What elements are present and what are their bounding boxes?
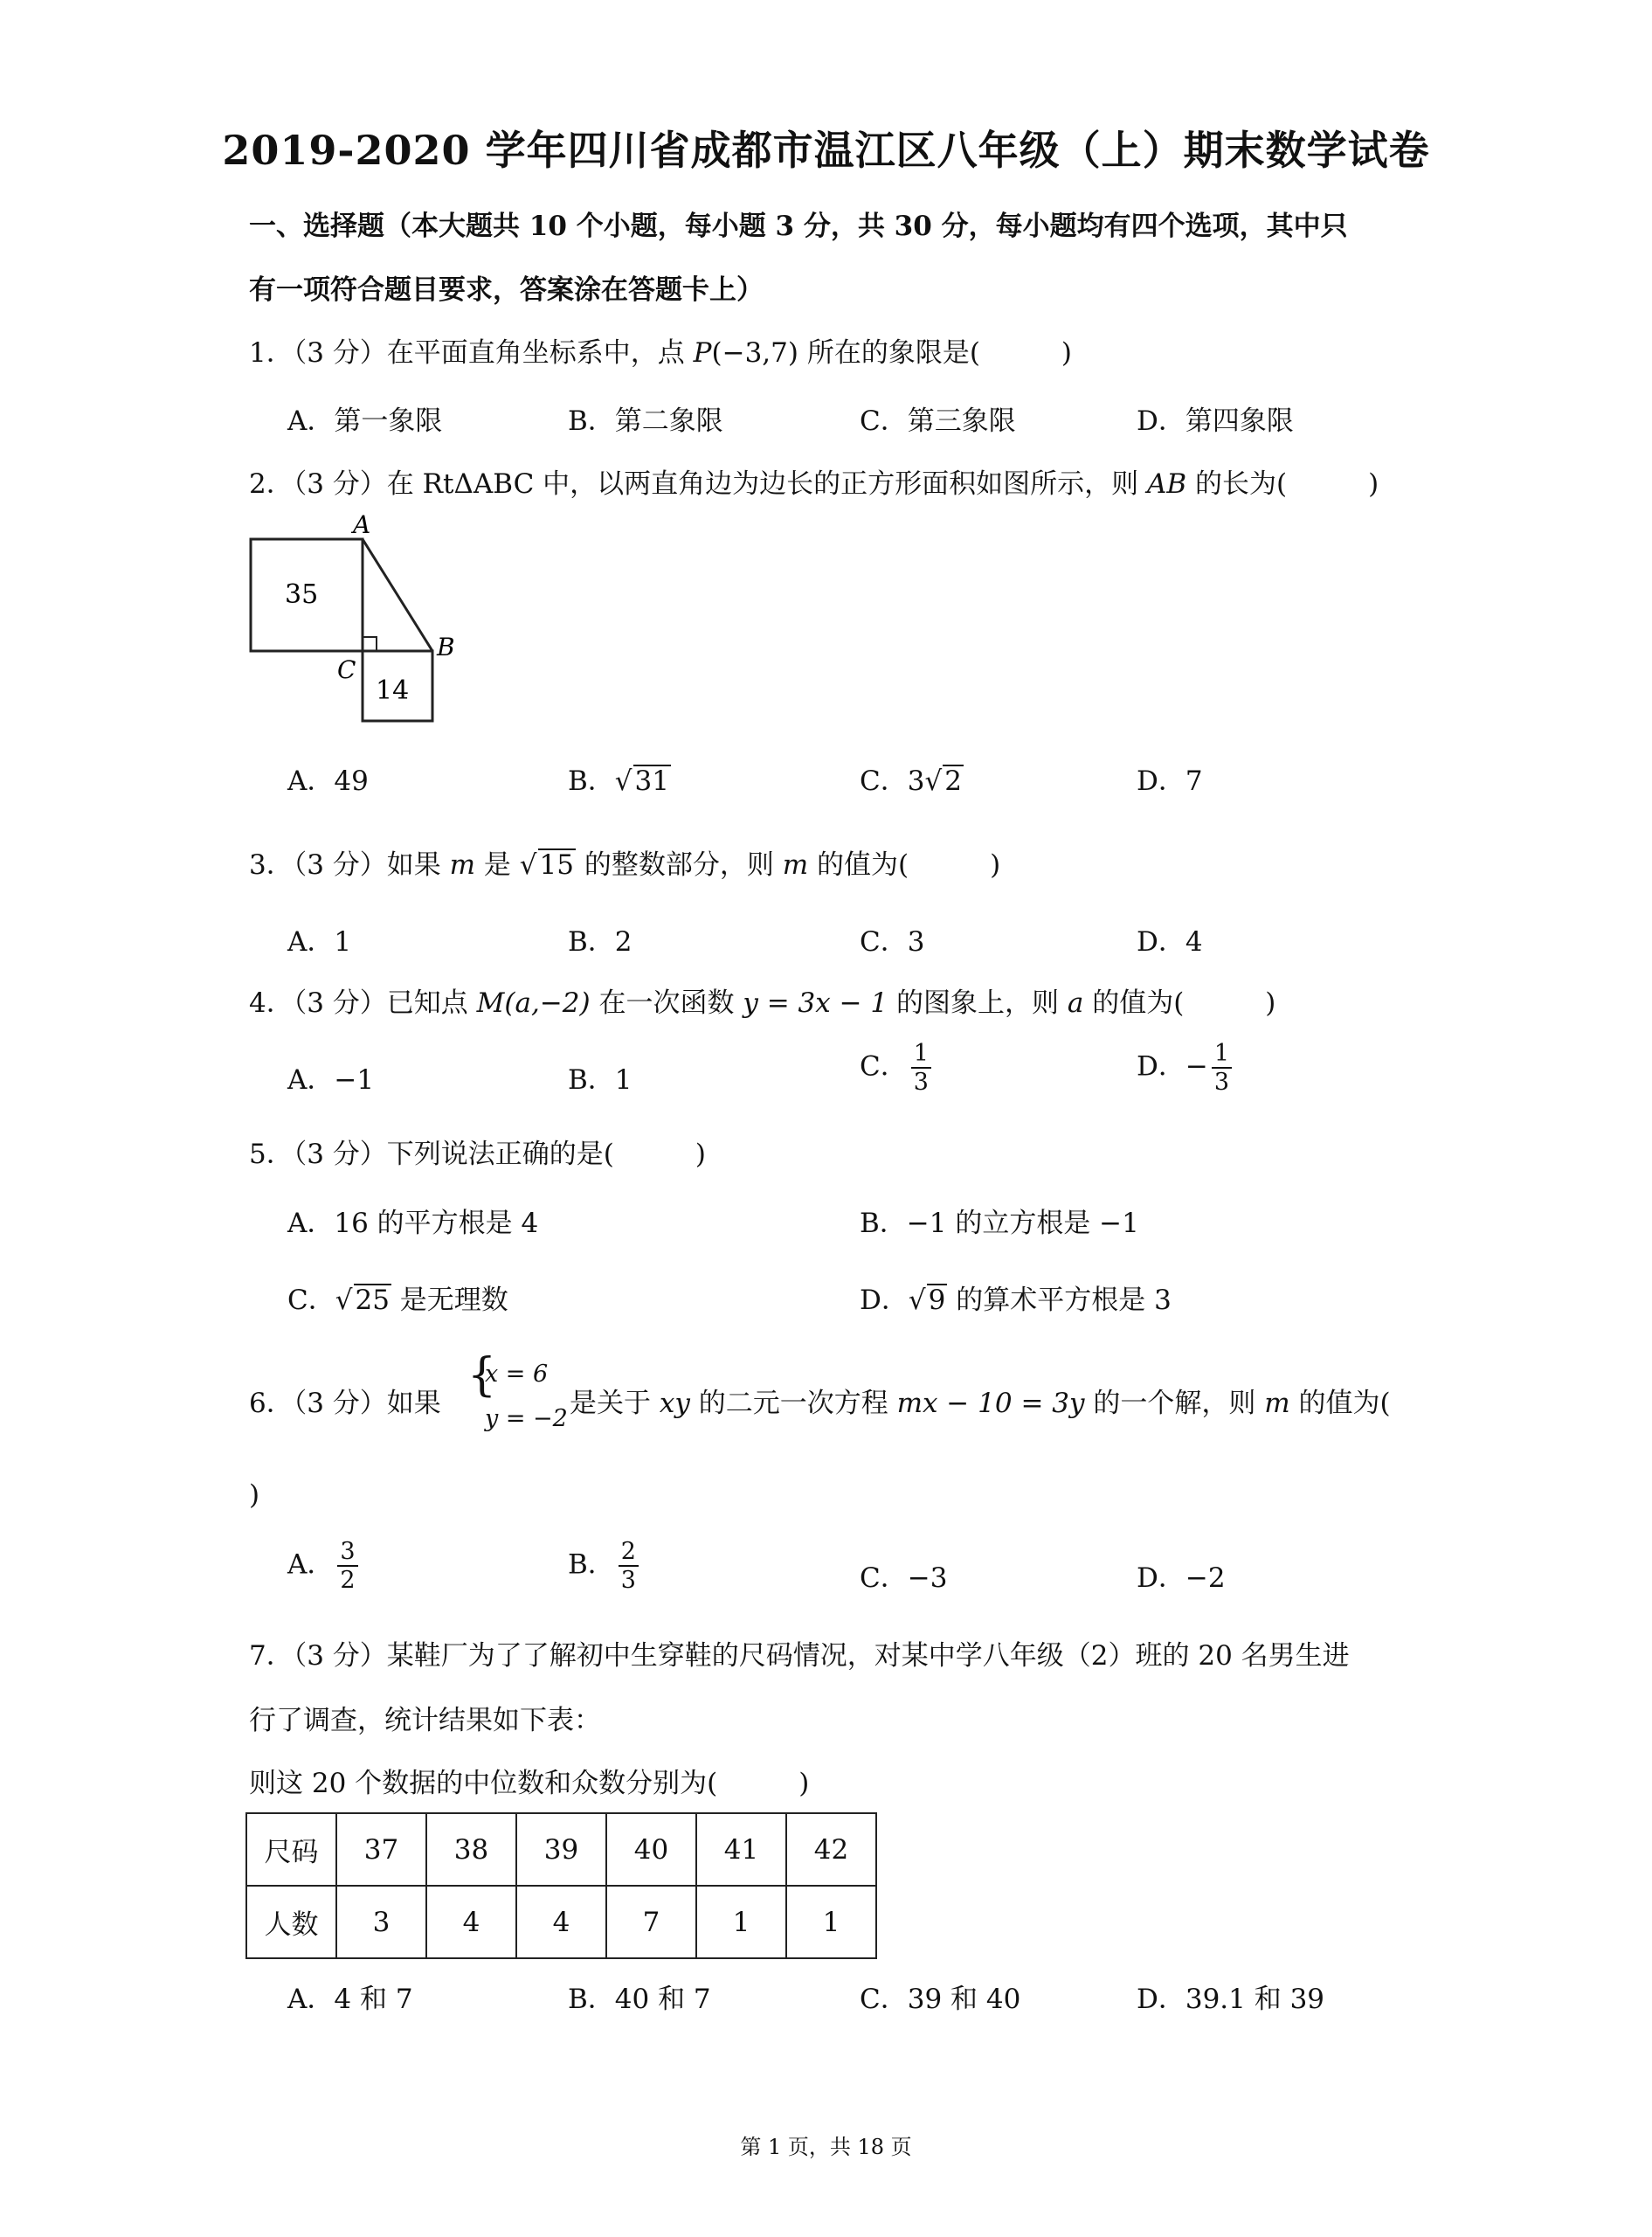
table-cell: 40 bbox=[606, 1813, 696, 1886]
table-cell: 尺码 bbox=[246, 1813, 336, 1886]
system-brace: { bbox=[467, 1349, 497, 1402]
q6-option-a[interactable]: A． $\frac{3}{2}$ bbox=[287, 1538, 358, 1594]
section-heading-line2: 有一项符合题目要求，答案涂在答题卡上） bbox=[249, 274, 764, 306]
area-small-label: 14 bbox=[376, 675, 410, 706]
q7-option-b[interactable]: B．40 和 7 bbox=[568, 1984, 711, 2015]
system-eq-1: x = 6 bbox=[485, 1361, 549, 1388]
table-cell: 4 bbox=[426, 1886, 516, 1958]
system-eq-2: y = −2 bbox=[485, 1405, 568, 1432]
q7-option-a[interactable]: A．4 和 7 bbox=[287, 1984, 413, 2015]
question-6-stem-start: 6．（3 分）如果 bbox=[249, 1388, 441, 1419]
q4-option-b[interactable]: B．1 bbox=[568, 1064, 632, 1096]
page-footer: 第 1 页，共 18 页 bbox=[740, 2135, 912, 2159]
question-1-stem: 1．（3 分）在平面直角坐标系中，点 P(−3,7) 所在的象限是( ) bbox=[249, 337, 1073, 369]
table-row bbox=[246, 1813, 876, 1886]
label-b: B bbox=[437, 633, 455, 661]
q7-option-c[interactable]: C．39 和 40 bbox=[860, 1984, 1021, 2015]
table-cell: 1 bbox=[696, 1886, 786, 1958]
q5-option-d[interactable]: D．√9 的算术平方根是 3 bbox=[860, 1285, 1172, 1316]
q6-option-c[interactable]: C．−3 bbox=[860, 1562, 948, 1594]
q7-option-d[interactable]: D．39.1 和 39 bbox=[1137, 1984, 1325, 2015]
table-cell: 37 bbox=[336, 1813, 426, 1886]
table-cell: 38 bbox=[426, 1813, 516, 1886]
question-3-stem: 3．（3 分）如果 m 是 √15 的整数部分，则 m 的值为( ) bbox=[249, 849, 1001, 881]
right-angle-mark bbox=[363, 637, 377, 651]
q1-option-d[interactable]: D．第四象限 bbox=[1137, 405, 1294, 437]
q6-option-b[interactable]: B． $\frac{2}{3}$ bbox=[568, 1538, 639, 1594]
table-cell: 41 bbox=[696, 1813, 786, 1886]
question-2-stem: 2．（3 分）在 RtΔABC 中，以两直角边为边长的正方形面积如图所示，则 AB 的长为( ) bbox=[249, 468, 1379, 500]
table-cell: 39 bbox=[516, 1813, 606, 1886]
question-7-line2: 行了调查，统计结果如下表： bbox=[249, 1705, 601, 1736]
q4-option-d[interactable]: D．− $\frac{1}{3}$ bbox=[1137, 1040, 1232, 1096]
question-5-stem: 5．（3 分）下列说法正确的是( ) bbox=[249, 1139, 706, 1170]
label-c: C bbox=[337, 655, 356, 684]
shoe-size-table bbox=[245, 1812, 877, 1959]
hypotenuse-ab bbox=[363, 539, 432, 651]
q5-option-b[interactable]: B．−1 的立方根是 −1 bbox=[860, 1208, 1139, 1239]
question-6-stem-rest: 是关于 xy 的二元一次方程 mx − 10 = 3y 的一个解，则 m 的值为( bbox=[570, 1388, 1391, 1419]
question-6-close-paren: ) bbox=[249, 1479, 260, 1511]
q3-option-c[interactable]: C．3 bbox=[860, 926, 925, 958]
q3-option-d[interactable]: D．4 bbox=[1137, 926, 1203, 958]
q2-figure bbox=[236, 507, 480, 734]
q4-option-c[interactable]: C． $\frac{1}{3}$ bbox=[860, 1040, 931, 1096]
q5-option-c[interactable]: C．√25 是无理数 bbox=[287, 1285, 508, 1316]
q4-option-a[interactable]: A．−1 bbox=[287, 1064, 375, 1096]
question-7-line1: 7．（3 分）某鞋厂为了了解初中生穿鞋的尺码情况，对某中学八年级（2）班的 20 名男生进 bbox=[249, 1640, 1350, 1672]
table-row bbox=[246, 1886, 876, 1958]
q1-option-b[interactable]: B．第二象限 bbox=[568, 405, 723, 437]
q5-option-a[interactable]: A．16 的平方根是 4 bbox=[287, 1208, 539, 1239]
q1-option-c[interactable]: C．第三象限 bbox=[860, 405, 1016, 437]
label-a: A bbox=[353, 510, 371, 539]
section-heading-line1: 一、选择题（本大题共 10 个小题，每小题 3 分，共 30 分，每小题均有四个选项，其中只 bbox=[249, 211, 1348, 242]
table-cell: 3 bbox=[336, 1886, 426, 1958]
page-title: 2019-2020 学年四川省成都市温江区八年级（上）期末数学试卷 bbox=[222, 127, 1430, 174]
q2-option-b[interactable]: B．√31 bbox=[568, 765, 669, 797]
q6-option-d[interactable]: D．−2 bbox=[1137, 1562, 1226, 1594]
table-cell: 人数 bbox=[246, 1886, 336, 1958]
q2-option-c[interactable]: C．3√2 bbox=[860, 765, 962, 797]
q3-option-b[interactable]: B．2 bbox=[568, 926, 632, 958]
table-cell: 4 bbox=[516, 1886, 606, 1958]
q2-option-d[interactable]: D．7 bbox=[1137, 765, 1203, 797]
q2-option-a[interactable]: A．49 bbox=[287, 765, 369, 797]
table-cell: 7 bbox=[606, 1886, 696, 1958]
question-7-line3: 则这 20 个数据的中位数和众数分别为( ) bbox=[249, 1768, 810, 1799]
table-cell: 1 bbox=[786, 1886, 876, 1958]
q3-option-a[interactable]: A．1 bbox=[287, 926, 352, 958]
area-big-label: 35 bbox=[285, 579, 319, 610]
table-cell: 42 bbox=[786, 1813, 876, 1886]
question-4-stem: 4．（3 分）已知点 M(a,−2) 在一次函数 y = 3x − 1 的图象上，则 a 的值为( ) bbox=[249, 987, 1276, 1019]
q1-option-a[interactable]: A．第一象限 bbox=[287, 405, 443, 437]
